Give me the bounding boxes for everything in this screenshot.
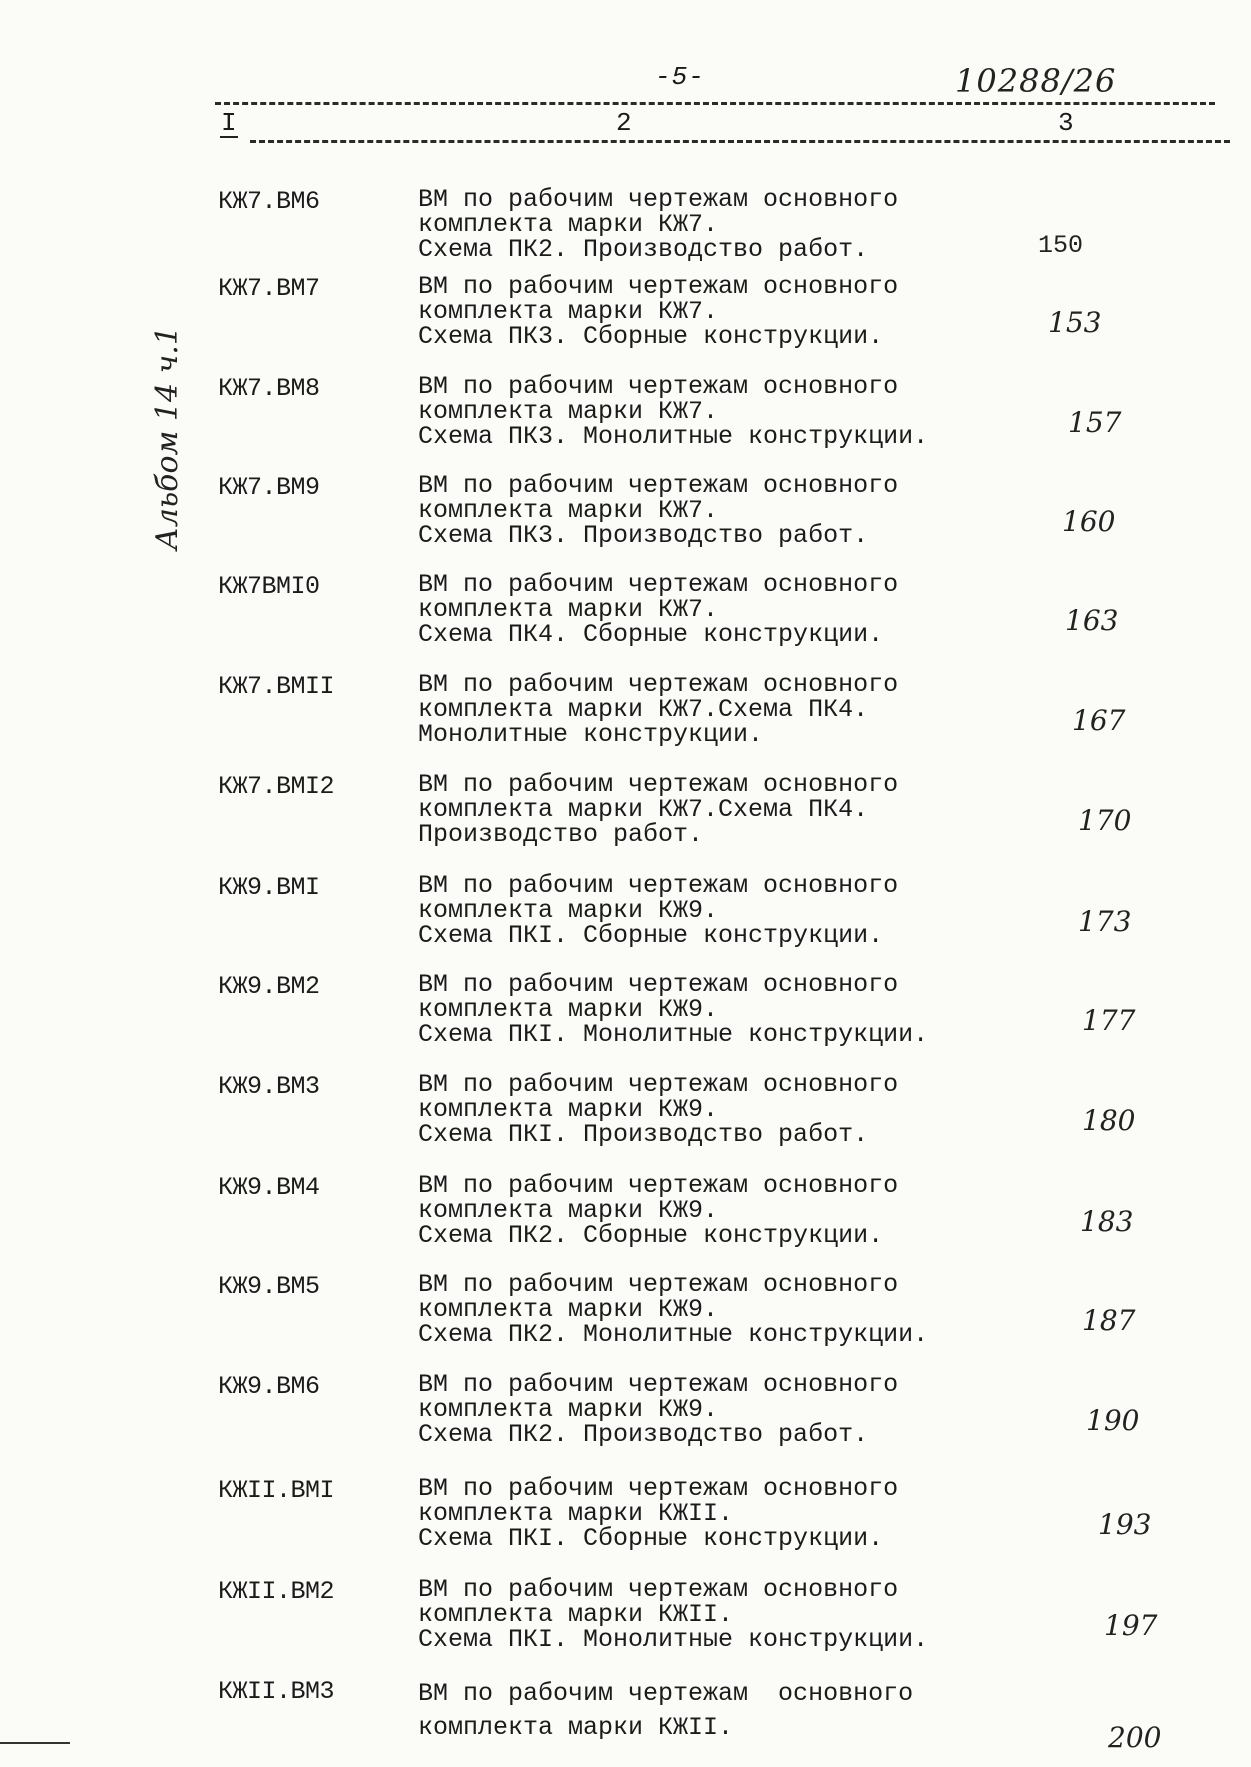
entry-page-number: 157 (1068, 406, 1122, 439)
entry-description-line: Схема ПКI. Производство работ. (418, 1120, 869, 1149)
entry-description-line: Схема ПКI. Монолитные конструкции. (418, 1625, 929, 1654)
entry-description-line: Схема ПК2. Сборные конструкции. (418, 1221, 884, 1250)
entry-description (418, 1372, 898, 1447)
entry-description-line: ВМ по рабочим чертежам основного (418, 272, 899, 301)
entry-code: КЖ7.ВМI2 (218, 772, 335, 801)
list-item (0, 187, 1251, 277)
entry-description-line: ВМ по рабочим чертежам основного (418, 471, 899, 500)
entry-code: КЖII.ВМ3 (218, 1677, 335, 1706)
entry-code: КЖ9.ВМ5 (218, 1272, 320, 1301)
entry-page-number: 160 (1062, 505, 1116, 538)
entry-description-line: Схема ПК2. Производство работ. (418, 235, 869, 264)
list-item (0, 1577, 1251, 1667)
entry-description-line: комплекта марки КЖII. (418, 1713, 734, 1742)
entry-description-line: Монолитные конструкции. (418, 720, 764, 749)
entry-page-number: 150 (1038, 231, 1084, 260)
entry-description-line: Схема ПК4. Сборные конструкции. (418, 620, 884, 649)
entry-description-line: ВМ по рабочим чертежам основного (418, 1575, 899, 1604)
entry-description-line: ВМ по рабочим чертежам основного (418, 372, 899, 401)
entry-code: КЖII.ВМ2 (218, 1577, 335, 1606)
list-item (0, 1072, 1251, 1162)
list-item (0, 873, 1251, 963)
list-item (0, 1476, 1251, 1566)
entry-description-line: ВМ по рабочим чертежам основного (418, 570, 899, 599)
entry-description-line: ВМ по рабочим чертежам основного (418, 1474, 899, 1503)
entry-description-line: ВМ по рабочим чертежам основного (418, 1679, 914, 1708)
entry-description-line: комплекта марки КЖ9. (418, 995, 719, 1024)
entry-description-line: ВМ по рабочим чертежам основного (418, 1270, 899, 1299)
entry-page-number: 187 (1082, 1304, 1136, 1337)
entry-description-line: Схема ПК2. Производство работ. (418, 1420, 869, 1449)
entry-description (418, 572, 898, 647)
entry-description (418, 1173, 898, 1248)
list-item (0, 1372, 1251, 1462)
list-item (0, 473, 1251, 563)
entry-description (418, 473, 898, 548)
entry-description-line: Схема ПКI. Сборные конструкции. (418, 1524, 884, 1553)
entry-description-line: ВМ по рабочим чертежам основного (418, 970, 899, 999)
entry-page-number: 197 (1104, 1609, 1158, 1642)
entry-page-number: 173 (1078, 905, 1132, 938)
album-margin-note: Альбом 14 ч.1 (150, 326, 185, 550)
column-number-3: 3 (1058, 108, 1074, 138)
document-number: 10288/26 (955, 62, 1117, 100)
list-item (0, 572, 1251, 662)
entry-description-line: ВМ по рабочим чертежам основного (418, 1070, 899, 1099)
entry-description-line: комплекта марки КЖ9. (418, 1095, 719, 1124)
entry-description-line: комплекта марки КЖ7. (418, 496, 719, 525)
column-number-1: I (221, 108, 237, 138)
entry-code: КЖ9.ВМ3 (218, 1072, 320, 1101)
entry-description (418, 1072, 898, 1147)
entry-description (418, 672, 898, 747)
entry-page-number: 180 (1082, 1104, 1136, 1137)
entry-description-line: Производство работ. (418, 820, 704, 849)
entry-code: КЖ9.ВМ4 (218, 1173, 320, 1202)
header-dashed-rule-top (215, 102, 1215, 105)
entry-page-number: 177 (1082, 1004, 1136, 1037)
entry-page-number: 170 (1078, 804, 1132, 837)
entry-code: КЖ7.ВМ8 (218, 374, 320, 403)
entry-page-number: 183 (1080, 1205, 1134, 1238)
list-item (0, 374, 1251, 464)
entry-description (418, 772, 898, 847)
entry-description-line: Схема ПК2. Монолитные конструкции. (418, 1320, 929, 1349)
entry-description-line: комплекта марки КЖ7. (418, 297, 719, 326)
list-item (0, 1677, 1251, 1767)
entry-code: КЖ9.ВМI (218, 873, 320, 902)
entry-page-number: 167 (1072, 704, 1126, 737)
entry-description-line: ВМ по рабочим чертежам основного (418, 670, 899, 699)
entry-page-number: 163 (1065, 604, 1119, 637)
entry-description-line: комплекта марки КЖ9. (418, 1395, 719, 1424)
list-item (0, 672, 1251, 762)
entry-page-number: 193 (1098, 1508, 1152, 1541)
entry-description-line: комплекта марки КЖ9. (418, 1196, 719, 1225)
entry-description-line: ВМ по рабочим чертежам основного (418, 1370, 899, 1399)
entry-page-number: 153 (1048, 306, 1102, 339)
entry-description-line: комплекта марки КЖ7.Схема ПК4. (418, 795, 869, 824)
entry-description-line: ВМ по рабочим чертежам основного (418, 770, 899, 799)
entry-code: КЖ9.ВМ6 (218, 1372, 320, 1401)
list-item (0, 1173, 1251, 1263)
entry-code: КЖ7.ВМ6 (218, 187, 320, 216)
entry-description-line: ВМ по рабочим чертежам основного (418, 185, 899, 214)
entry-description-line: Схема ПК3. Сборные конструкции. (418, 322, 884, 351)
entry-description (418, 1577, 928, 1652)
entry-page-number: 200 (1108, 1721, 1162, 1754)
entry-description (418, 873, 898, 948)
column-number-2: 2 (616, 108, 632, 138)
entry-code: КЖ7.ВМ9 (218, 473, 320, 502)
entry-code: КЖII.ВМI (218, 1476, 335, 1505)
entry-code: КЖ7.ВМ7 (218, 274, 320, 303)
entry-description (418, 1476, 898, 1551)
entry-description-line: комплекта марки КЖ7.Схема ПК4. (418, 695, 869, 724)
entry-description-line: комплекта марки КЖ7. (418, 397, 719, 426)
list-item (0, 274, 1251, 364)
bottom-edge-rule (0, 1742, 70, 1744)
entry-description-line: ВМ по рабочим чертежам основного (418, 1171, 899, 1200)
header-dashed-rule-bottom (250, 140, 1230, 143)
entry-code: КЖ9.ВМ2 (218, 972, 320, 1001)
list-item (0, 1272, 1251, 1362)
entry-description-line: комплекта марки КЖ7. (418, 595, 719, 624)
entry-description (418, 374, 928, 449)
entry-description-line: комплекта марки КЖ9. (418, 1295, 719, 1324)
entry-description-line: комплекта марки КЖII. (418, 1499, 734, 1528)
page-number: -5- (655, 62, 705, 92)
list-item (0, 772, 1251, 862)
entry-description-line: комплекта марки КЖ9. (418, 896, 719, 925)
entry-description-line: комплекта марки КЖ7. (418, 210, 719, 239)
entry-description-line: Схема ПКI. Монолитные конструкции. (418, 1020, 929, 1049)
entry-description-line: комплекта марки КЖII. (418, 1600, 734, 1629)
entry-description-line: Схема ПК3. Монолитные конструкции. (418, 422, 929, 451)
entry-description (418, 972, 928, 1047)
column-number-1-underline (220, 136, 238, 138)
entry-description (418, 187, 898, 262)
entry-page-number: 190 (1086, 1404, 1140, 1437)
entry-code: КЖ7.ВМII (218, 672, 335, 701)
entry-description-line: Схема ПКI. Сборные конструкции. (418, 921, 884, 950)
entry-code: КЖ7ВМI0 (218, 572, 320, 601)
list-item (0, 972, 1251, 1062)
entry-description-line: ВМ по рабочим чертежам основного (418, 871, 899, 900)
entry-description (418, 274, 898, 349)
entry-description-line: Схема ПК3. Производство работ. (418, 521, 869, 550)
entry-description (418, 1272, 928, 1347)
entry-description (418, 1677, 913, 1745)
